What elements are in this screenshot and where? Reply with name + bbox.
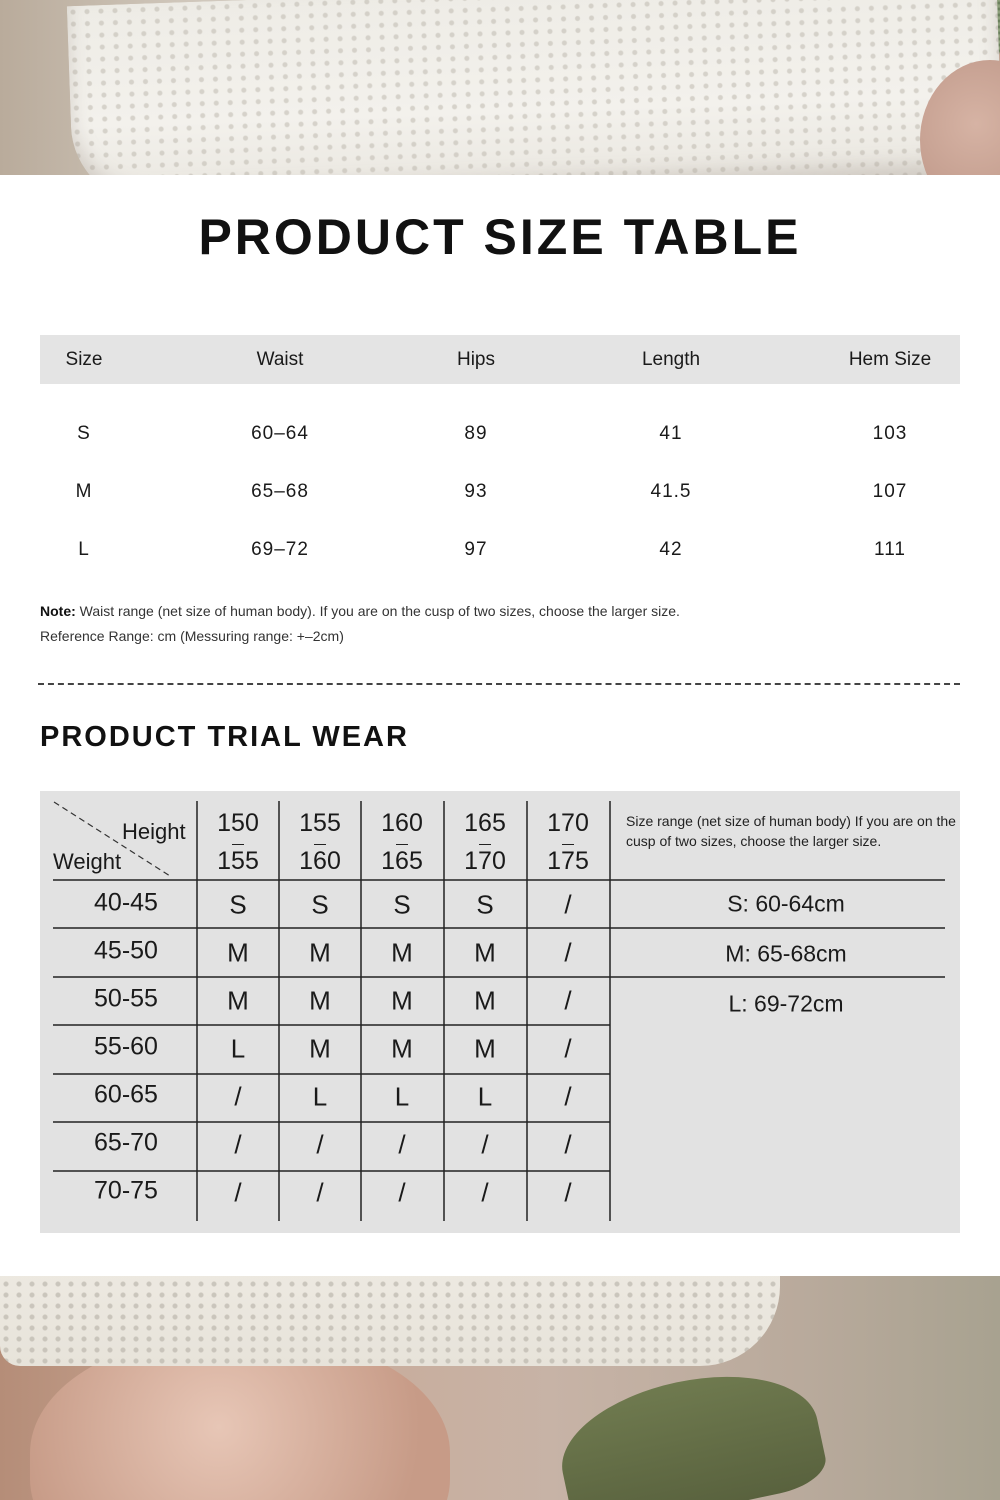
size-table-header — [40, 335, 960, 384]
weight-range-label: 55-60 — [94, 1032, 158, 1061]
recommended-size-cell: M — [309, 937, 331, 968]
height-range-top: 155 — [299, 809, 341, 837]
recommended-size-cell: / — [564, 889, 572, 920]
size-table — [40, 335, 960, 579]
size-range-s: S: 60-64cm — [727, 890, 845, 917]
cell-size: S — [77, 423, 91, 444]
recommended-size-cell: / — [234, 1081, 242, 1112]
weight-range-label: 45-50 — [94, 936, 158, 965]
recommended-size-cell: / — [564, 937, 572, 968]
shoe — [549, 1355, 830, 1500]
height-range-bottom: 170 — [464, 847, 506, 875]
recommended-size-cell: S — [476, 889, 494, 920]
recommended-size-cell: / — [234, 1177, 242, 1208]
weight-range-label: 40-45 — [94, 888, 158, 917]
product-photo-top — [0, 0, 1000, 175]
dashed-divider — [38, 683, 960, 685]
size-range-m: M: 65-68cm — [725, 940, 847, 967]
trial-wear-table — [40, 791, 960, 1233]
cell-hem-size: 103 — [872, 423, 908, 444]
header-size: Size — [65, 349, 103, 370]
header-length: Length — [641, 349, 701, 370]
size-note — [40, 599, 680, 649]
reference-range: Reference Range: cm (Messuring range: +–2cm) — [40, 628, 344, 644]
table-row — [40, 521, 960, 579]
height-range-bottom: 155 — [217, 847, 259, 875]
table-row — [40, 405, 960, 463]
recommended-size-cell: S — [229, 889, 247, 920]
recommended-size-cell: L — [477, 1081, 493, 1112]
header-hem-size: Hem Size — [848, 349, 932, 370]
recommended-size-cell: / — [564, 985, 572, 1016]
height-range-top: 150 — [217, 809, 259, 837]
weight-range-label: 70-75 — [94, 1176, 158, 1205]
height-axis-label: Height — [122, 819, 186, 844]
note-label: Note: — [40, 603, 76, 619]
note-text: Waist range (net size of human body). If you are on the cusp of two sizes, choose the larger size. — [75, 603, 680, 619]
header-hips: Hips — [456, 349, 496, 370]
cell-size: L — [78, 539, 90, 560]
cell-length: 42 — [659, 539, 683, 560]
height-range-bottom: 165 — [381, 847, 423, 875]
size-range-note: Size range (net size of human body) If you are on the cusp of two sizes, choose the larger size. — [626, 813, 956, 849]
range-dash — [396, 844, 408, 845]
recommended-size-cell: M — [391, 1033, 413, 1064]
recommended-size-cell: / — [564, 1081, 572, 1112]
product-photo-bottom — [0, 1276, 1000, 1500]
lace-skirt-fabric — [67, 0, 1000, 175]
weight-range-label: 50-55 — [94, 984, 158, 1013]
range-dash — [314, 844, 326, 845]
cell-length: 41 — [659, 423, 683, 444]
range-dash — [562, 844, 574, 845]
recommended-size-cell: / — [564, 1129, 572, 1160]
cell-length: 41.5 — [650, 481, 692, 502]
table-row — [40, 463, 960, 521]
recommended-size-cell: M — [474, 937, 496, 968]
weight-range-label: 60-65 — [94, 1080, 158, 1109]
size-range-l: L: 69-72cm — [728, 990, 844, 1017]
height-range-top: 160 — [381, 809, 423, 837]
recommended-size-cell: M — [227, 985, 249, 1016]
recommended-size-cell: M — [309, 985, 331, 1016]
range-dash — [232, 844, 244, 845]
recommended-size-cell: M — [391, 937, 413, 968]
recommended-size-cell: L — [394, 1081, 410, 1112]
cell-size: M — [75, 481, 93, 502]
recommended-size-cell: M — [474, 985, 496, 1016]
recommended-size-cell: M — [309, 1033, 331, 1064]
recommended-size-cell: M — [391, 985, 413, 1016]
page-title: PRODUCT SIZE TABLE — [198, 209, 802, 265]
recommended-size-cell: S — [393, 889, 411, 920]
recommended-size-cell: / — [481, 1129, 489, 1160]
recommended-size-cell: / — [564, 1177, 572, 1208]
weight-range-label: 65-70 — [94, 1128, 158, 1157]
recommended-size-cell: S — [311, 889, 329, 920]
recommended-size-cell: / — [481, 1177, 489, 1208]
recommended-size-cell: / — [316, 1129, 324, 1160]
height-range-top: 170 — [547, 809, 589, 837]
weight-axis-label: Weight — [53, 849, 122, 874]
cell-waist: 69–72 — [251, 539, 309, 560]
height-range-bottom: 175 — [547, 847, 589, 875]
cell-hem-size: 107 — [872, 481, 908, 502]
height-range-top: 165 — [464, 809, 506, 837]
recommended-size-cell: / — [564, 1033, 572, 1064]
recommended-size-cell: / — [398, 1129, 406, 1160]
range-dash — [479, 844, 491, 845]
recommended-size-cell: L — [230, 1033, 246, 1064]
cell-hem-size: 111 — [874, 539, 906, 560]
cell-hips: 97 — [464, 539, 488, 560]
cell-hips: 93 — [464, 481, 488, 502]
header-waist: Waist — [256, 349, 304, 370]
recommended-size-cell: / — [316, 1177, 324, 1208]
recommended-size-cell: M — [474, 1033, 496, 1064]
section-title: PRODUCT TRIAL WEAR — [40, 721, 409, 753]
recommended-size-cell: L — [312, 1081, 328, 1112]
recommended-size-cell: / — [398, 1177, 406, 1208]
cell-hips: 89 — [464, 423, 488, 444]
lace-skirt-hem — [0, 1276, 780, 1366]
recommended-size-cell: / — [234, 1129, 242, 1160]
cell-waist: 65–68 — [251, 481, 309, 502]
recommended-size-cell: M — [227, 937, 249, 968]
cell-waist: 60–64 — [251, 423, 309, 444]
height-range-bottom: 160 — [299, 847, 341, 875]
